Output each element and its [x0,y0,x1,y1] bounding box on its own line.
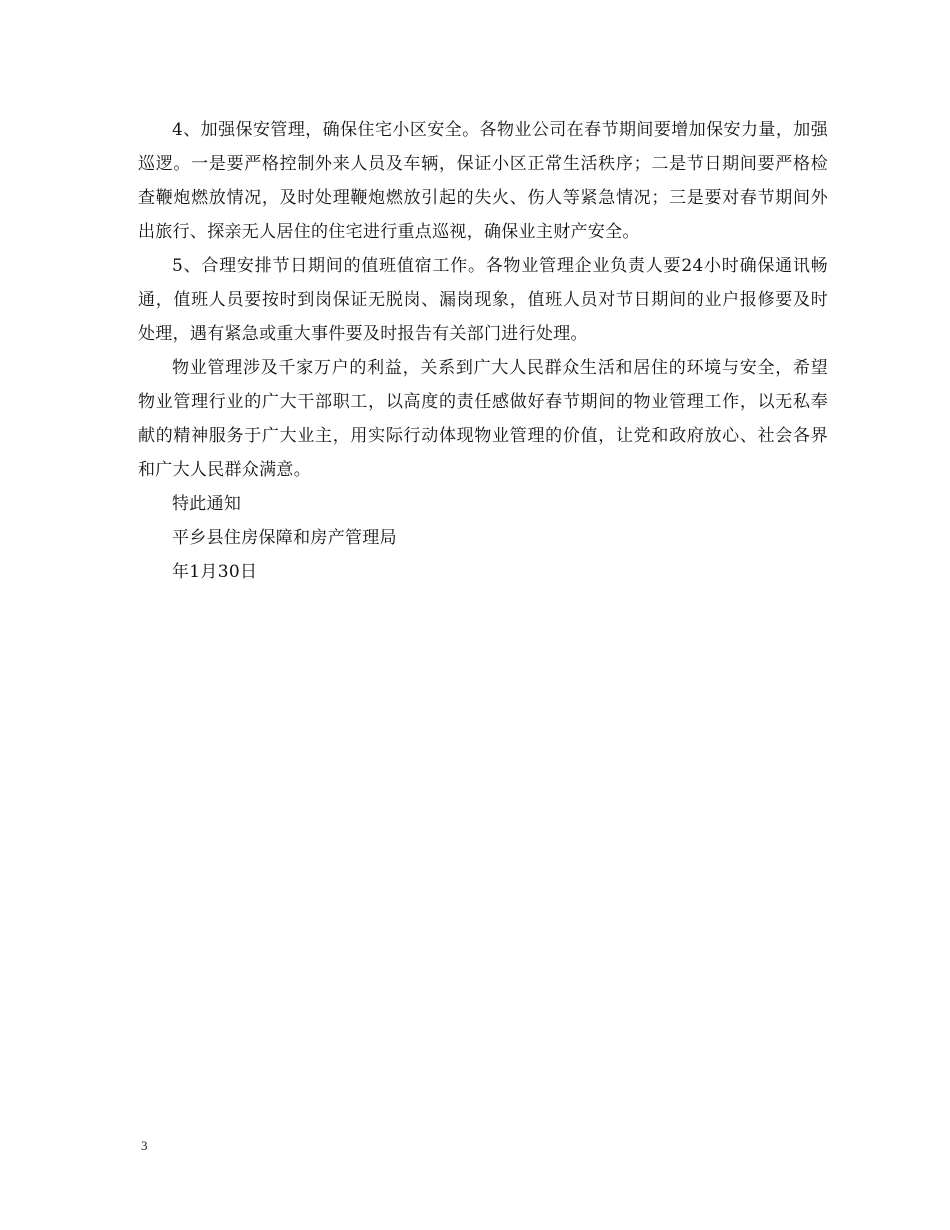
closing-notice: 特此通知 [172,494,242,514]
issue-date: 年1月30日 [172,562,258,582]
page-number: 3 [141,1138,148,1153]
document-body [138,113,828,589]
paragraph-duty-arrangement: 5、合理安排节日期间的值班值宿工作。各物业管理企业负责人要24小时确保通讯畅通，值班人员要按时到岗保证无脱岗、漏岗现象，值班人员对节日期间的业户报修要及时处理，遇有紧急或重大事件要及时报告有关部门进行处理。 [138,256,828,344]
paragraph-closing-appeal: 物业管理涉及千家万户的利益，关系到广大人民群众生活和居住的环境与安全，希望物业管理行业的广大干部职工，以高度的责任感做好春节期间的物业管理工作，以无私奉献的精神服务于广大业主，用实际行动体现物业管理的价值，让党和政府放心、社会各界和广大人民群众满意。 [138,358,828,480]
paragraph-security-management: 4、加强保安管理，确保住宅小区安全。各物业公司在春节期间要增加保安力量，加强巡逻。一是要严格控制外来人员及车辆，保证小区正常生活秩序；二是节日期间要严格检查鞭炮燃放情况，及时处理鞭炮燃放引起的失火、伤人等紧急情况；三是要对春节期间外出旅行、探亲无人居住的住宅进行重点巡视，确保业主财产安全。 [138,120,828,242]
issuer-name: 平乡县住房保障和房产管理局 [172,528,397,548]
